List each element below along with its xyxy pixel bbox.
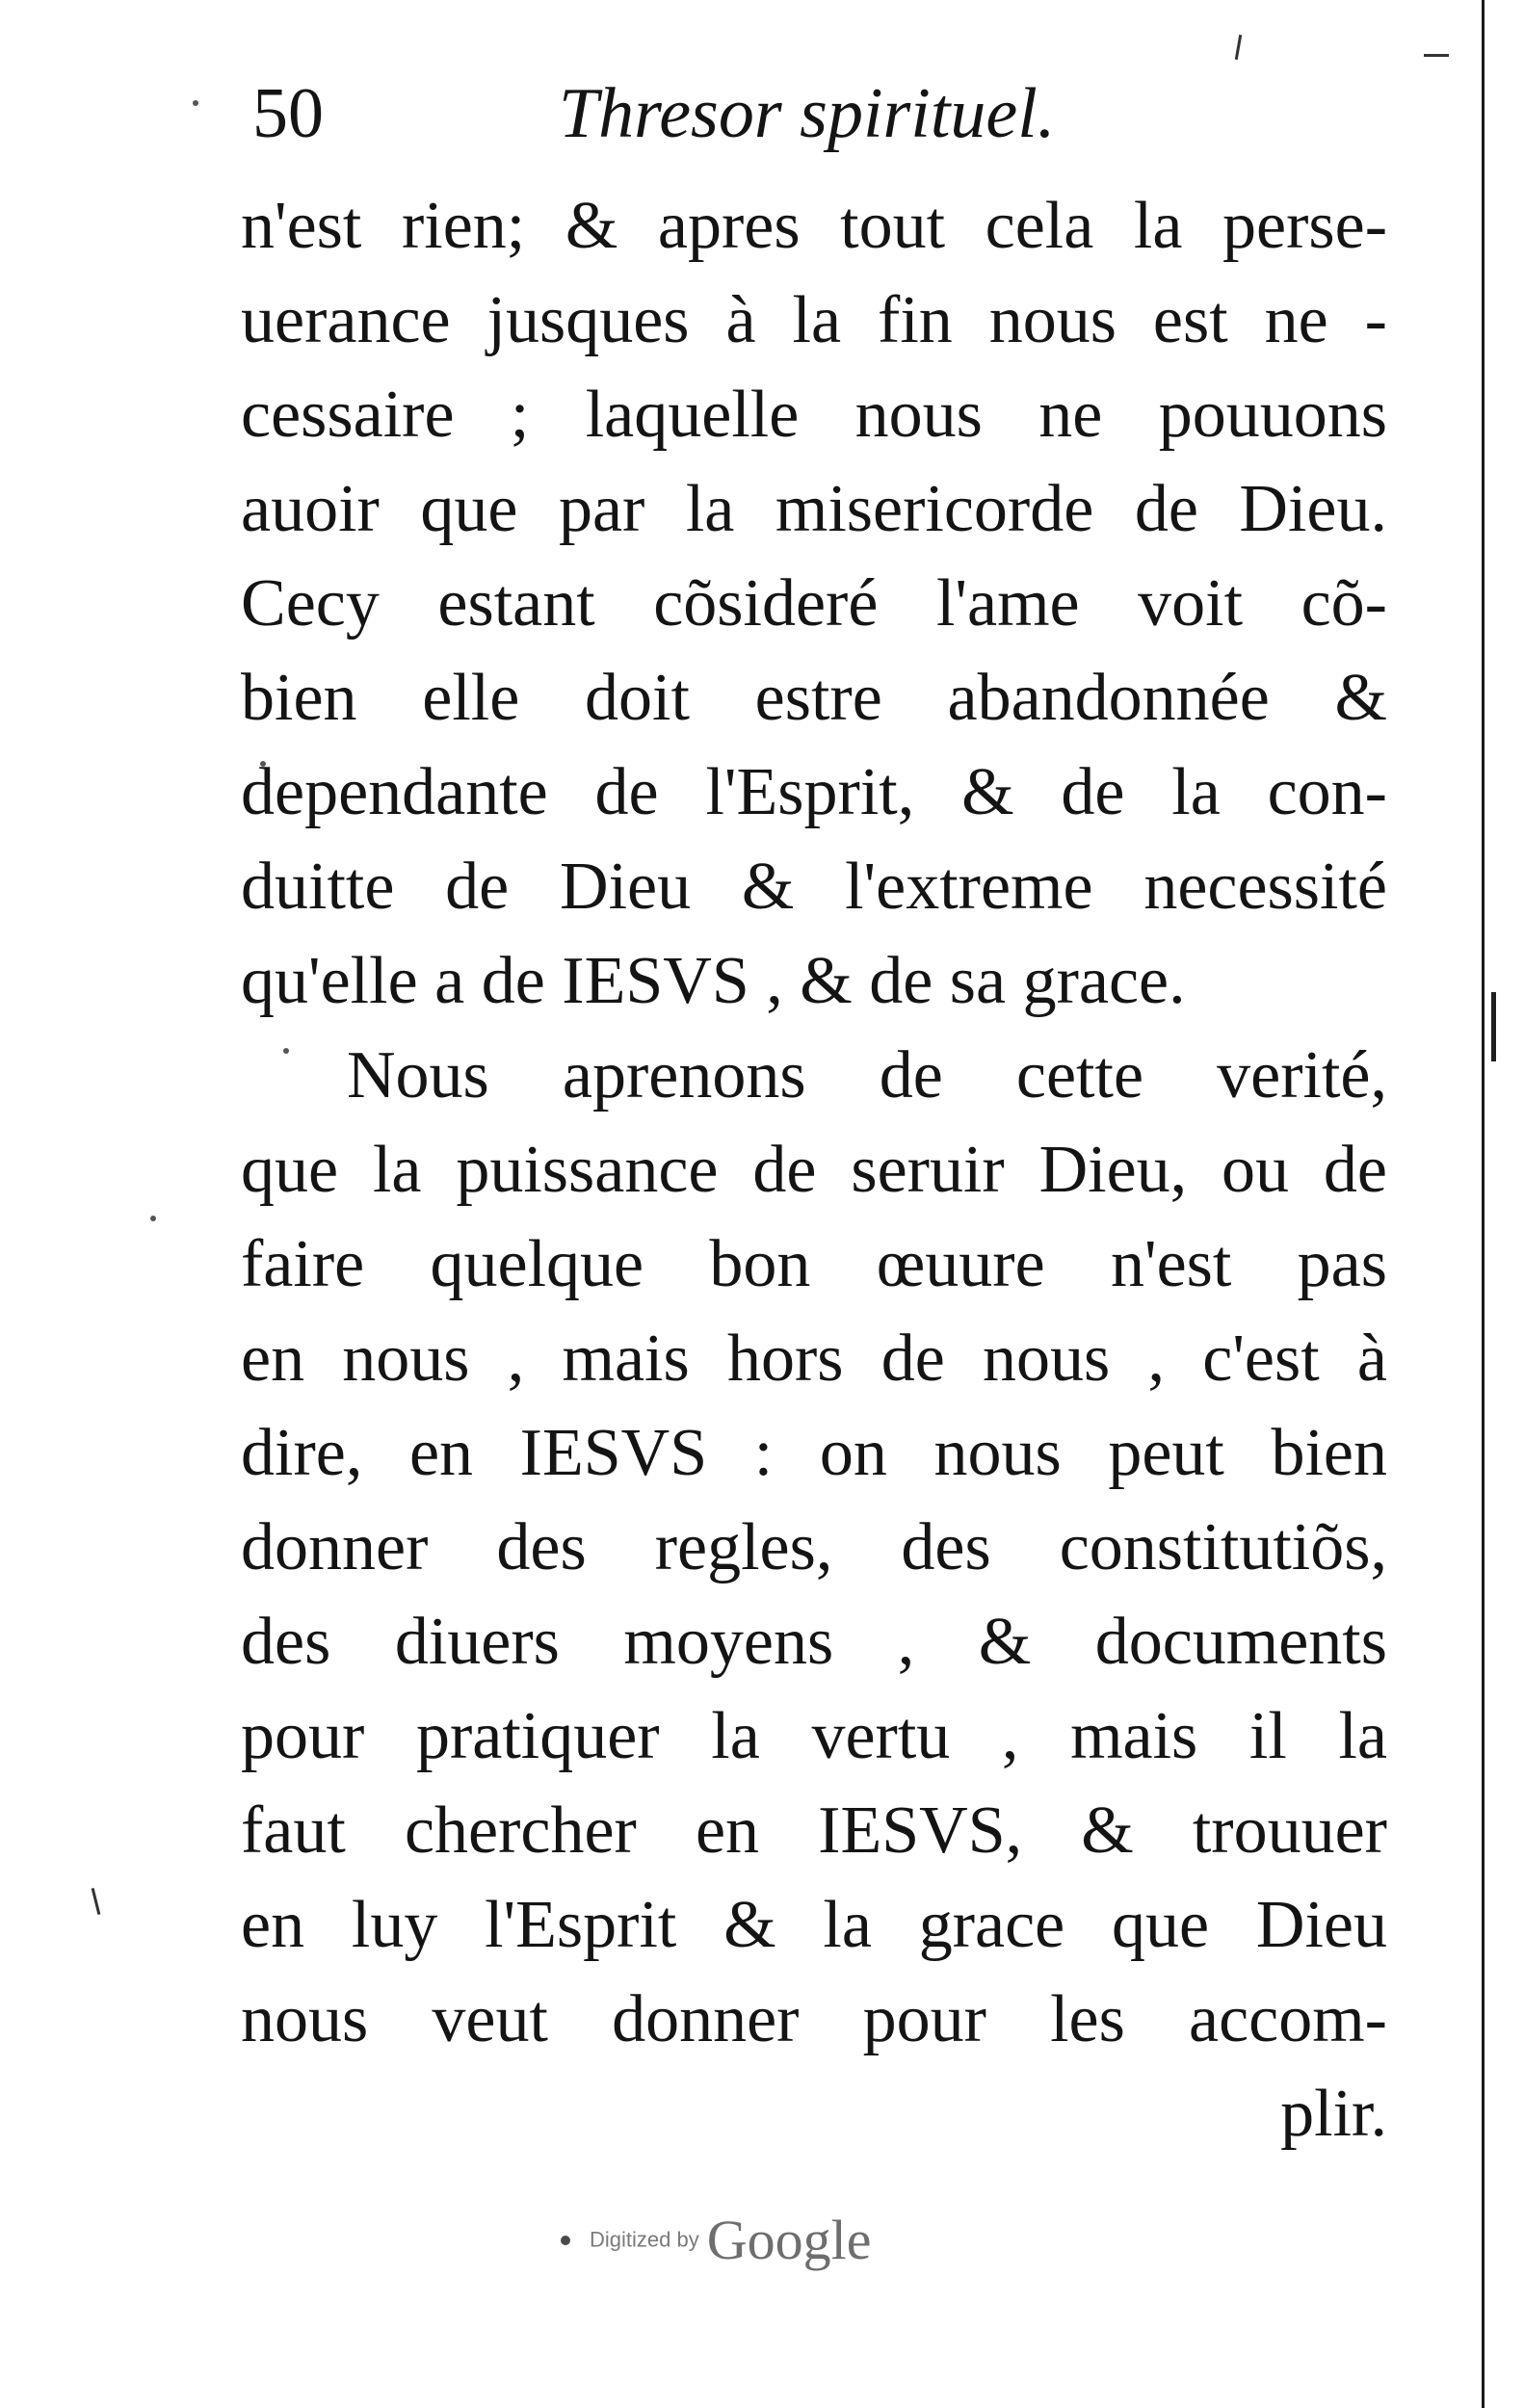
body-text bbox=[241, 179, 1387, 2161]
catchword: plir. bbox=[1280, 2077, 1387, 2151]
text-line: cessaire ; laquelle nous ne pouuons bbox=[241, 378, 1387, 452]
text-line: uerance jusques à la fin nous est ne - bbox=[241, 283, 1387, 357]
text-line: Cecy estant cõsideré l'ame voit cõ- bbox=[241, 566, 1387, 641]
text-line: Nous aprenons de cette verité, bbox=[347, 1038, 1387, 1112]
binding-mark bbox=[1491, 992, 1496, 1061]
text-line: pour pratiquer la vertu , mais il la bbox=[241, 1699, 1387, 1773]
margin-mark bbox=[1424, 54, 1449, 57]
text-line: qu'elle a de IESVS , & de sa grace. bbox=[241, 944, 1186, 1018]
paragraph bbox=[241, 179, 1387, 1029]
margin-mark bbox=[92, 1888, 101, 1915]
running-header bbox=[252, 65, 1100, 162]
text-line: auoir que par la misericorde de Dieu. bbox=[241, 472, 1387, 546]
text-line: en luy l'Esprit & la grace que Dieu bbox=[241, 1888, 1387, 1962]
stray-mark bbox=[150, 1216, 156, 1221]
text-line: bien elle doit estre abandonnée & bbox=[241, 661, 1387, 735]
paragraph bbox=[241, 1029, 1387, 2067]
margin-mark bbox=[1235, 35, 1242, 60]
bullet-icon bbox=[561, 2236, 570, 2245]
text-line: donner des regles, des constitutiõs, bbox=[241, 1510, 1387, 1584]
text-line: nous veut donner pour les accom- bbox=[241, 1982, 1387, 2056]
text-line: que la puissance de seruir Dieu, ou de bbox=[241, 1133, 1387, 1207]
binding-edge bbox=[1482, 0, 1485, 2408]
digitization-watermark bbox=[561, 2208, 965, 2285]
text-line: faire quelque bon œuure n'est pas bbox=[241, 1227, 1387, 1301]
text-line: dependante de l'Esprit, & de la con- bbox=[241, 755, 1387, 829]
stray-mark bbox=[193, 100, 198, 106]
text-line: faut chercher en IESVS, & trouuer bbox=[241, 1793, 1387, 1868]
watermark-prefix: Digitized by bbox=[590, 2227, 699, 2252]
text-line: duitte de Dieu & l'extreme necessité bbox=[241, 850, 1387, 924]
text-line: n'est rien; & apres tout cela la perse- bbox=[241, 189, 1387, 263]
text-line: en nous , mais hors de nous , c'est à bbox=[241, 1322, 1387, 1396]
running-title: Thresor spirituel. bbox=[559, 74, 1056, 153]
text-line: des diuers moyens , & documents bbox=[241, 1605, 1387, 1679]
page-number: 50 bbox=[252, 74, 324, 153]
text-line: dire, en IESVS : on nous peut bien bbox=[241, 1416, 1387, 1490]
watermark-brand: Google bbox=[706, 2209, 872, 2271]
